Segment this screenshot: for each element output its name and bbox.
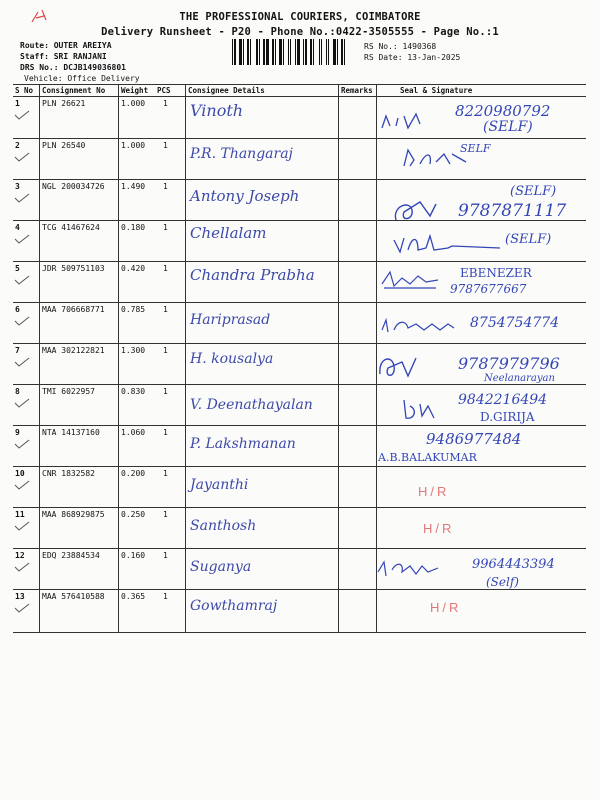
col-header-pcs: PCS: [157, 86, 171, 95]
row-weight: 0.420: [121, 264, 146, 273]
row-pcs: 1: [163, 551, 168, 560]
col-header-consignee: Consignee Details: [188, 86, 265, 95]
row-consignment: MAA 868929875: [42, 510, 105, 519]
row-weight: 1.490: [121, 182, 146, 191]
signature-scribble: [390, 196, 440, 226]
row-weight: 0.365: [121, 592, 146, 601]
route-label: Route: OUTER AREIYA: [20, 41, 112, 50]
row-consignment: MAA 302122821: [42, 346, 105, 355]
row-seal-name: D.GIRIJA: [480, 410, 535, 424]
row-sno: 1: [15, 99, 20, 108]
row-consignment: PLN 26621: [42, 99, 86, 108]
check-mark-icon: [14, 275, 30, 285]
row-seal-phone: 9787871117: [458, 201, 567, 221]
check-mark-icon: [14, 234, 30, 244]
row-pcs: 1: [163, 141, 168, 150]
row-consignee: P.R. Thangaraj: [190, 146, 293, 162]
row-pcs: 1: [163, 510, 168, 519]
row-seal-phone: 9787979796: [458, 354, 560, 373]
row-sno: 3: [15, 182, 20, 191]
row-pcs: 1: [163, 387, 168, 396]
drs-number: DRS No.: DCJB149036801: [20, 63, 126, 72]
col-header-seal: Seal & Signature: [400, 86, 473, 95]
row-consignee: Jayanthi: [190, 477, 249, 493]
row-sno: 4: [15, 223, 20, 232]
row-consignee: V. Deenathayalan: [190, 397, 313, 413]
row-pcs: 1: [163, 305, 168, 314]
row-pcs: 1: [163, 428, 168, 437]
row-seal-phone: 8754754774: [470, 315, 560, 331]
row-consignment: CNR 1832582: [42, 469, 95, 478]
signature-scribble: [378, 112, 438, 134]
signature-scribble: [398, 396, 438, 424]
row-weight: 1.000: [121, 99, 146, 108]
row-sno: 10: [15, 469, 25, 478]
row-seal-name: Neelanarayan: [484, 373, 555, 384]
row-consignee: Vinoth: [190, 101, 244, 120]
row-pcs: 1: [163, 469, 168, 478]
row-consignment: PLN 26540: [42, 141, 86, 150]
row-pcs: 1: [163, 99, 168, 108]
row-seal-name: EBENEZER: [460, 266, 532, 280]
row-seal-name: A.B.BALAKUMAR: [378, 451, 477, 464]
row-weight: 0.160: [121, 551, 146, 560]
row-pcs: 1: [163, 592, 168, 601]
rs-number: RS No.: 1490368: [364, 42, 437, 51]
row-weight: 1.300: [121, 346, 146, 355]
row-sno: 13: [15, 592, 25, 601]
row-sno: 2: [15, 141, 20, 150]
row-sno: 12: [15, 551, 25, 560]
row-pcs: 1: [163, 182, 168, 191]
col-header-remarks: Remarks: [341, 86, 373, 95]
row-seal-hr: H/R: [430, 600, 462, 615]
row-weight: 0.180: [121, 223, 146, 232]
row-seal-phone: 9842216494: [458, 392, 548, 408]
col-header-consignment: Consignment No: [42, 86, 106, 95]
row-consignee: Chandra Prabha: [190, 266, 315, 284]
row-sno: 9: [15, 428, 20, 437]
row-consignee: Chellalam: [190, 224, 267, 242]
row-seal-phone: 8220980792: [455, 102, 551, 120]
check-mark-icon: [14, 193, 30, 203]
row-consignment: EDQ 23884534: [42, 551, 100, 560]
barcode-image: [232, 39, 355, 65]
row-sno: 5: [15, 264, 20, 273]
row-seal-note: (Self): [486, 575, 519, 589]
row-consignment: NTA 14137160: [42, 428, 100, 437]
row-seal-phone: 9486977484: [426, 430, 522, 448]
row-consignee: Suganya: [190, 559, 252, 575]
row-consignment: TCG 41467624: [42, 223, 100, 232]
rs-date: RS Date: 13-Jan-2025: [364, 53, 461, 62]
row-consignment: MAA 576410588: [42, 592, 105, 601]
row-consignment: TMI 6022957: [42, 387, 95, 396]
row-consignee: Antony Joseph: [190, 187, 300, 205]
check-mark-icon: [14, 439, 30, 449]
vehicle-label: Vehicle: Office Delivery: [24, 74, 140, 83]
col-header-weight: Weight: [121, 86, 149, 95]
staff-label: Staff: SRI RANJANI: [20, 52, 107, 61]
signature-scribble: [380, 268, 440, 292]
row-consignee: Gowthamraj: [190, 598, 278, 614]
row-consignee: Hariprasad: [190, 312, 271, 328]
row-weight: 1.000: [121, 141, 146, 150]
row-weight: 0.785: [121, 305, 146, 314]
check-mark-icon: [14, 480, 30, 490]
col-header-sno: S No: [15, 86, 34, 95]
row-seal-note: (SELF): [510, 184, 557, 199]
row-weight: 0.250: [121, 510, 146, 519]
check-mark-icon: [14, 152, 30, 162]
check-mark-icon: [14, 603, 30, 613]
row-seal-note: (SELF): [505, 232, 552, 247]
signature-scribble: [380, 316, 456, 336]
row-consignment: JDR 509751103: [42, 264, 105, 273]
check-mark-icon: [14, 357, 30, 367]
row-consignment: MAA 706668771: [42, 305, 105, 314]
row-seal-note: (SELF): [483, 119, 533, 135]
row-pcs: 1: [163, 264, 168, 273]
row-consignee: Santhosh: [190, 518, 257, 534]
check-mark-icon: [14, 398, 30, 408]
row-sno: 11: [15, 510, 25, 519]
row-sno: 8: [15, 387, 20, 396]
row-seal-hr: H/R: [423, 521, 455, 536]
row-weight: 0.200: [121, 469, 146, 478]
row-sno: 7: [15, 346, 20, 355]
row-sno: 6: [15, 305, 20, 314]
check-mark-icon: [14, 521, 30, 531]
row-seal-phone: 9787677667: [450, 282, 527, 296]
company-title: THE PROFESSIONAL COURIERS, COIMBATORE: [179, 11, 421, 23]
row-consignment: NGL 200034726: [42, 182, 105, 191]
row-pcs: 1: [163, 223, 168, 232]
row-seal-hr: H/R: [418, 484, 450, 499]
row-seal-note: SELF: [460, 142, 491, 155]
signature-scribble: [376, 352, 426, 382]
check-mark-icon: [14, 562, 30, 572]
check-mark-icon: [14, 110, 30, 120]
runsheet-subtitle: Delivery Runsheet - P20 - Phone No.:0422-3505555 - Page No.:1: [101, 26, 499, 38]
signature-scribble: [392, 230, 502, 258]
row-pcs: 1: [163, 346, 168, 355]
row-weight: 1.060: [121, 428, 146, 437]
check-mark-icon: [14, 316, 30, 326]
row-seal-phone: 9964443394: [472, 557, 555, 572]
row-consignee: P. Lakshmanan: [190, 436, 296, 452]
signature-scribble: [376, 558, 440, 580]
row-weight: 0.830: [121, 387, 146, 396]
row-consignee: H. kousalya: [190, 351, 274, 367]
